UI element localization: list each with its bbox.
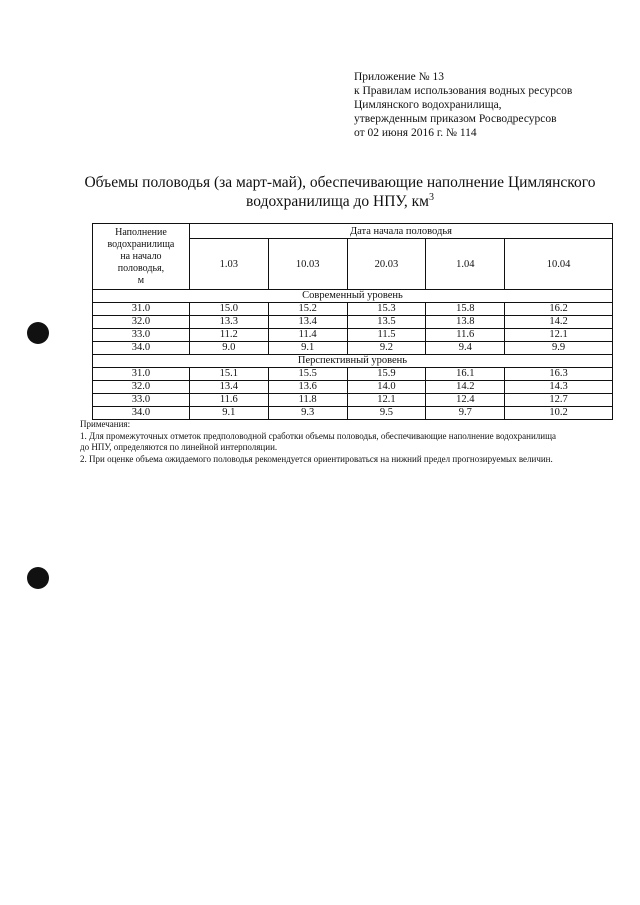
binder-hole-mark [27,567,49,589]
date-cell: 1.04 [426,239,505,290]
table-row [93,316,613,329]
title-line-text: водохранилища до НПУ, км [246,193,429,210]
value-cell: 15.8 [426,303,505,316]
level-cell: 33.0 [93,329,190,342]
level-cell: 32.0 [93,381,190,394]
level-cell: 33.0 [93,394,190,407]
value-cell: 16.2 [505,303,613,316]
value-cell: 16.3 [505,368,613,381]
value-cell: 13.5 [347,316,426,329]
section-row [93,355,613,368]
value-cell: 15.5 [268,368,347,381]
value-cell: 15.0 [189,303,268,316]
value-cell: 9.9 [505,342,613,355]
notes-block [80,419,620,465]
table-row [93,342,613,355]
value-cell: 13.4 [268,316,347,329]
note-line: 1. Для промежуточных отметок предполоводной сработки объемы половодья, обеспечивающие наполнение водохранилища [80,430,557,441]
row-header-text: Наполнение [115,226,167,238]
value-cell: 10.2 [505,407,613,420]
table-row [93,329,613,342]
date-cell: 10.04 [505,239,613,290]
section-title: Перспективный уровень [93,355,613,368]
value-cell: 9.4 [426,342,505,355]
value-cell: 13.3 [189,316,268,329]
value-cell: 15.1 [189,368,268,381]
value-cell: 14.2 [426,381,505,394]
level-cell: 31.0 [93,368,190,381]
table-row [93,303,613,316]
level-cell: 34.0 [93,407,190,420]
level-cell: 31.0 [93,303,190,316]
row-header-text: на начало [120,250,162,262]
value-cell: 12.7 [505,394,613,407]
table-row [93,368,613,381]
value-cell: 14.3 [505,381,613,394]
note-line: до НПУ, определяются по линейной интерполяции. [80,442,278,452]
value-cell: 14.2 [505,316,613,329]
level-cell: 34.0 [93,342,190,355]
table-row [93,394,613,407]
value-cell: 9.5 [347,407,426,420]
annex-line: утвержденным приказом Росводресурсов [354,113,557,125]
title-line: Объемы половодья (за март-май), обеспечивающие наполнение Цимлянского [84,174,596,191]
annex-line: от 02 июня 2016 г. № 114 [354,127,477,139]
annex-line: Приложение № 13 [354,71,444,83]
value-cell: 12.1 [347,394,426,407]
date-cell: 1.03 [189,239,268,290]
value-cell: 15.3 [347,303,426,316]
value-cell: 15.9 [347,368,426,381]
value-cell: 9.1 [189,407,268,420]
date-cell: 10.03 [268,239,347,290]
value-cell: 12.1 [505,329,613,342]
value-cell: 9.2 [347,342,426,355]
value-cell: 16.1 [426,368,505,381]
binder-hole-mark [27,322,49,344]
notes-heading: Примечания: [80,419,131,429]
value-cell: 11.4 [268,329,347,342]
row-header-text: м [137,274,145,286]
row-header-cell [93,224,190,290]
annex-line: Цимлянского водохранилища, [354,99,502,111]
flood-volume-table [92,223,613,420]
value-cell: 13.4 [189,381,268,394]
note-line: 2. При оценке объема ожидаемого половодья рекомендуется ориентироваться на нижний предел прогнозируемых величин. [80,453,553,464]
row-header-text: половодья, [117,262,165,274]
section-row [93,290,613,303]
value-cell: 11.6 [426,329,505,342]
value-cell: 11.2 [189,329,268,342]
value-cell: 12.4 [426,394,505,407]
value-cell: 13.8 [426,316,505,329]
value-cell: 11.6 [189,394,268,407]
title-line-2 [60,192,620,211]
date-cell: 20.03 [347,239,426,290]
value-cell: 14.0 [347,381,426,394]
section-title: Современный уровень [93,290,613,303]
annex-block [354,70,572,140]
title-unit-superscript: 3 [428,192,434,203]
value-cell: 15.2 [268,303,347,316]
value-cell: 9.0 [189,342,268,355]
value-cell: 11.8 [268,394,347,407]
row-header-text: водохранилища [107,238,175,250]
value-cell: 13.6 [268,381,347,394]
value-cell: 9.3 [268,407,347,420]
value-cell: 9.7 [426,407,505,420]
level-cell: 32.0 [93,316,190,329]
date-header-cell: Дата начала половодья [189,224,612,239]
value-cell: 9.1 [268,342,347,355]
value-cell: 11.5 [347,329,426,342]
table-row [93,407,613,420]
document-title [60,173,620,211]
table-header-row [93,224,613,239]
annex-line: к Правилам использования водных ресурсов [354,85,573,97]
table-row [93,381,613,394]
